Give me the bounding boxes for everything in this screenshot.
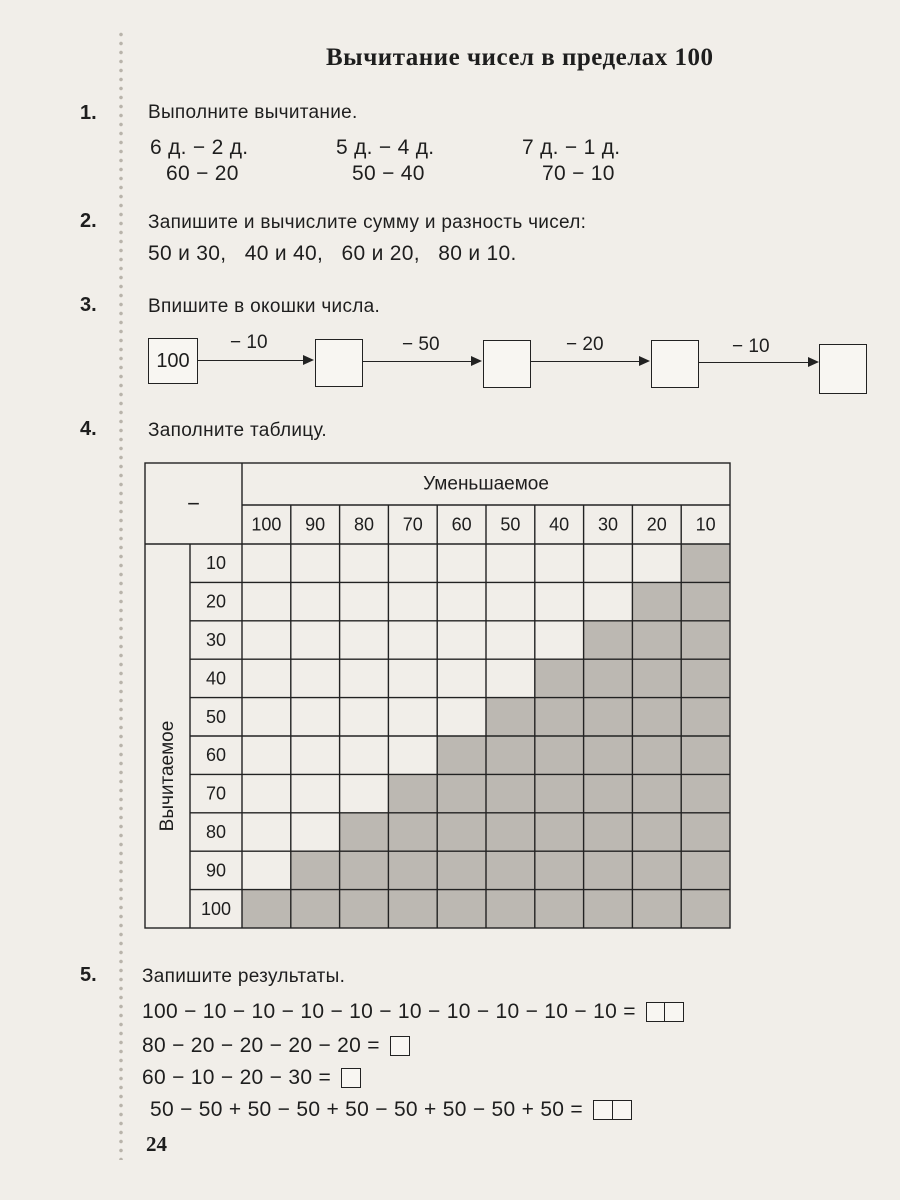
table-cell	[632, 621, 681, 659]
task-5-line-3-answer-cell[interactable]	[341, 1068, 361, 1088]
table-cell[interactable]	[291, 544, 340, 582]
table-cell[interactable]	[291, 736, 340, 774]
page-number: 24	[146, 1132, 167, 1156]
task-3-number: 3.	[80, 294, 97, 316]
table-cell	[535, 774, 584, 812]
table-cell[interactable]	[388, 698, 437, 736]
table-cell[interactable]	[340, 582, 389, 620]
minuend-label: 90	[305, 514, 326, 535]
table-cell[interactable]	[486, 659, 535, 697]
table-cell	[486, 774, 535, 812]
minuend-label: 80	[353, 514, 375, 535]
table-cell	[681, 698, 730, 736]
minuend-label: 30	[597, 514, 619, 535]
table-cell[interactable]	[242, 698, 291, 736]
table-cell[interactable]	[291, 621, 340, 659]
subtrahend-label: 10	[205, 553, 227, 574]
task-1-number: 1.	[80, 102, 97, 124]
table-cell[interactable]	[291, 813, 340, 851]
table-cell[interactable]	[388, 582, 437, 620]
table-cell	[388, 851, 437, 889]
table-cell	[437, 813, 486, 851]
table-cell	[535, 659, 584, 697]
subtrahend-label: 90	[205, 860, 227, 881]
table-cell	[584, 774, 633, 812]
table-cell	[632, 851, 681, 889]
subtrahend-label: 20	[205, 591, 227, 612]
table-cell[interactable]	[437, 582, 486, 620]
table-cell[interactable]	[340, 659, 389, 697]
task-4-number: 4.	[80, 418, 97, 440]
table-cell	[632, 774, 681, 812]
table-cell[interactable]	[291, 698, 340, 736]
table-cell[interactable]	[340, 736, 389, 774]
minuend-label: 50	[500, 514, 521, 535]
table-cell[interactable]	[486, 544, 535, 582]
table-cell[interactable]	[388, 736, 437, 774]
table-cell	[486, 813, 535, 851]
table-cell	[535, 813, 584, 851]
table-cell	[584, 851, 633, 889]
chain-op-2: − 50	[402, 334, 440, 355]
table-cell[interactable]	[242, 544, 291, 582]
table-cell[interactable]	[437, 544, 486, 582]
table-cell[interactable]	[486, 582, 535, 620]
task-5-line-1	[142, 1000, 684, 1024]
table-cell[interactable]	[535, 621, 584, 659]
table-cell	[437, 736, 486, 774]
table-cell	[340, 890, 389, 928]
table-cell[interactable]	[584, 544, 633, 582]
table-cell[interactable]	[242, 851, 291, 889]
table-cell	[388, 774, 437, 812]
table-cell[interactable]	[291, 774, 340, 812]
table-cell	[681, 890, 730, 928]
minuend-header: Уменьшаемое	[423, 473, 549, 495]
table-cell	[291, 851, 340, 889]
task-5-line-3	[142, 1066, 361, 1090]
table-cell	[632, 698, 681, 736]
table-cell	[681, 736, 730, 774]
table-cell	[681, 621, 730, 659]
task-1-expr-3a: 7 д. − 1 д.	[522, 136, 621, 159]
task-5-line-2-answer-cell[interactable]	[390, 1036, 410, 1056]
table-cell	[632, 736, 681, 774]
minuend-label: 100	[251, 514, 282, 535]
table-cell[interactable]	[437, 659, 486, 697]
task-5-line-1-expr: 100 − 10 − 10 − 10 − 10 − 10 − 10 − 10 − 10 − 10 =	[142, 1000, 636, 1023]
table-cell	[437, 851, 486, 889]
table-cell	[388, 890, 437, 928]
table-cell	[486, 698, 535, 736]
minuend-label: 20	[646, 514, 667, 535]
table-cell[interactable]	[291, 582, 340, 620]
chain-start-box: 100	[148, 338, 198, 384]
table-cell[interactable]	[340, 698, 389, 736]
task-1-instruction: Выполните вычитание.	[148, 102, 358, 123]
task-1-expr-1b: 60 − 20	[166, 162, 239, 185]
table-cell[interactable]	[437, 698, 486, 736]
table-cell	[681, 659, 730, 697]
table-cell	[584, 890, 633, 928]
table-cell[interactable]	[486, 621, 535, 659]
table-cell	[632, 582, 681, 620]
minuend-label: 70	[402, 514, 423, 535]
table-cell[interactable]	[291, 659, 340, 697]
task-5-number: 5.	[80, 964, 97, 986]
task-5-line-4-expr: 50 − 50 + 50 − 50 + 50 − 50 + 50 − 50 + 50 =	[150, 1098, 583, 1121]
table-cell	[535, 736, 584, 774]
table-cell[interactable]	[242, 621, 291, 659]
task-2-number: 2.	[80, 210, 97, 232]
table-cell	[340, 851, 389, 889]
minuend-label: 10	[695, 514, 716, 535]
table-cell	[584, 659, 633, 697]
table-cell	[632, 659, 681, 697]
task-1-expr-3b: 70 − 10	[542, 162, 615, 185]
task-1-expr-2a: 5 д. − 4 д.	[336, 136, 435, 159]
table-cell[interactable]	[584, 582, 633, 620]
table-cell	[486, 851, 535, 889]
table-cell[interactable]	[242, 582, 291, 620]
table-cell[interactable]	[242, 774, 291, 812]
table-cell	[486, 736, 535, 774]
table-cell[interactable]	[340, 774, 389, 812]
subtrahend-label: 100	[200, 898, 232, 919]
table-cell	[291, 890, 340, 928]
table-cell	[632, 890, 681, 928]
table-cell[interactable]	[632, 544, 681, 582]
table-cell[interactable]	[242, 813, 291, 851]
table-cell	[632, 813, 681, 851]
task-3-instruction: Впишите в окошки числа.	[148, 296, 381, 317]
task-4-instruction: Заполните таблицу.	[148, 420, 327, 441]
task-5-line-1-answer-cell-1[interactable]	[646, 1002, 666, 1022]
subtrahend-label: 80	[205, 822, 227, 842]
subtrahend-label: 50	[205, 706, 227, 727]
table-cell[interactable]	[437, 621, 486, 659]
task-5-line-2	[142, 1034, 410, 1058]
table-cell	[681, 813, 730, 851]
table-cell[interactable]	[388, 621, 437, 659]
chain-op-3: − 20	[566, 334, 604, 355]
chain-op-1: − 10	[230, 332, 268, 353]
task-5-line-4-answer-cell-1[interactable]	[593, 1100, 613, 1120]
task-5-line-2-expr: 80 − 20 − 20 − 20 − 20 =	[142, 1034, 380, 1057]
task-2-instruction: Запишите и вычислите сумму и разность чисел:	[148, 212, 587, 233]
table-cell[interactable]	[340, 544, 389, 582]
table-cell[interactable]	[340, 621, 389, 659]
table-cell	[340, 813, 389, 851]
subtrahend-label: 70	[205, 783, 227, 804]
table-cell	[535, 851, 584, 889]
table-cell	[535, 890, 584, 928]
task-1-expr-1a: 6 д. − 2 д.	[150, 136, 249, 159]
subtrahend-label: 60	[205, 745, 227, 766]
table-cell	[437, 774, 486, 812]
table-cell	[681, 582, 730, 620]
table-cell	[486, 890, 535, 928]
task-5-line-1-answer-cell-2[interactable]	[664, 1002, 684, 1022]
chain-op-4: − 10	[732, 336, 770, 357]
table-cell	[437, 890, 486, 928]
table-cell	[681, 544, 730, 582]
task-1-expr-2b: 50 − 40	[352, 162, 425, 185]
table-cell[interactable]	[535, 582, 584, 620]
table-cell	[584, 736, 633, 774]
subtrahend-label: 30	[205, 630, 227, 650]
table-cell	[535, 698, 584, 736]
subtrahend-label: 40	[205, 668, 227, 689]
task-5-line-3-expr: 60 − 10 − 20 − 30 =	[142, 1066, 332, 1089]
subtrahend-header: Вычитаемое	[157, 720, 178, 832]
table-corner-minus: −	[187, 491, 200, 516]
task-2-pairs: 50 и 30, 40 и 40, 60 и 20, 80 и 10.	[148, 242, 517, 265]
table-cell	[681, 851, 730, 889]
table-cell	[584, 698, 633, 736]
table-cell[interactable]	[535, 544, 584, 582]
table-cell	[584, 621, 633, 659]
minuend-label: 60	[451, 514, 472, 535]
table-cell[interactable]	[242, 659, 291, 697]
page-title: Вычитание чисел в пределах 100	[326, 44, 714, 71]
task-5-line-4	[150, 1098, 632, 1122]
minuend-label: 40	[549, 514, 570, 535]
task-5-line-4-answer-cell-2[interactable]	[612, 1100, 632, 1120]
table-cell[interactable]	[242, 736, 291, 774]
task-5-instruction: Запишите результаты.	[142, 966, 346, 987]
table-cell[interactable]	[388, 659, 437, 697]
table-cell	[242, 890, 291, 928]
table-cell	[681, 774, 730, 812]
table-cell	[584, 813, 633, 851]
table-cell	[388, 813, 437, 851]
table-cell[interactable]	[388, 544, 437, 582]
